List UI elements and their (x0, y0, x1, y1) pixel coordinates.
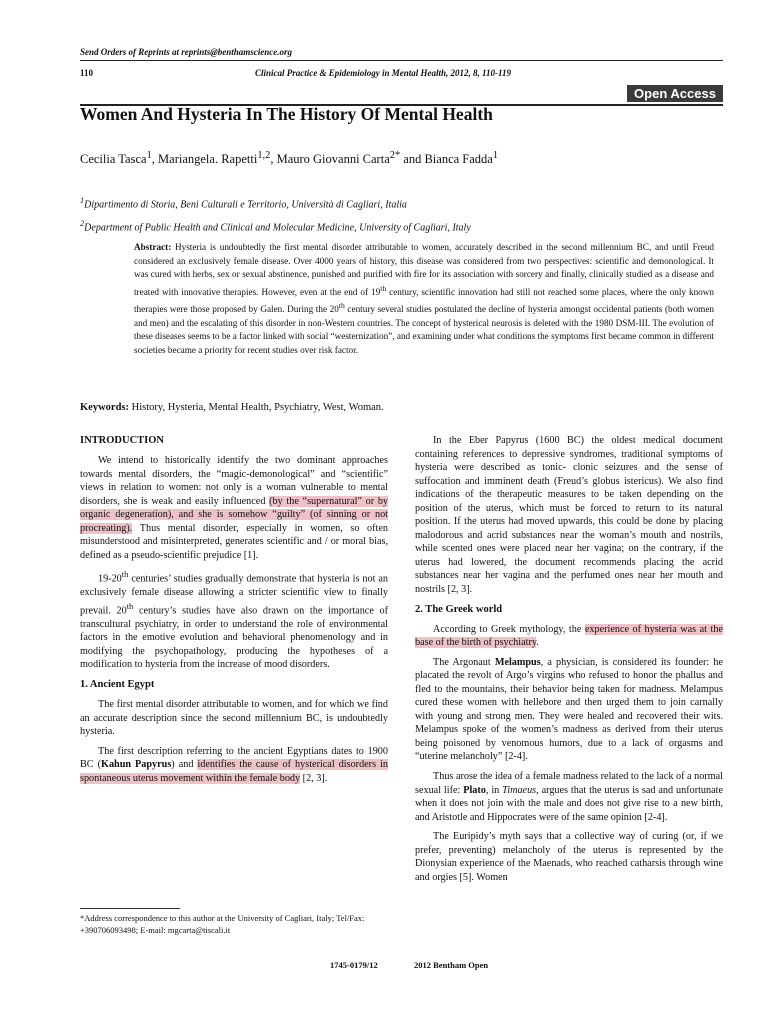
paragraph-text: . (536, 637, 539, 649)
paragraph (415, 623, 723, 650)
paragraph-text: , in (485, 784, 503, 796)
bold-text: Plato (463, 784, 486, 796)
highlighted-text: identifies the cause of hysterical disorders in spontaneous uterus movement within the female body (80, 759, 388, 784)
paragraph-text: , a physician, is considered its founder: he placated the revolt of Argo’s virgins who refused to honor the phallus and fled to the mountains, their behavior being taken for madness. Melampus cured these women with hellebore and then urged them to join carnally with young and strong men. They were healed and recovered their wits. Melampus spoke of the women’s madness as derived from their uterus being poisoned by venomous humors, due to a lack of orgasms and “uterine melancholy” [2-4]. (415, 656, 723, 763)
paragraph: In the Eber Papyrus (1600 BC) the oldest medical document containing references to depressive syndromes, traditional symptoms of hysteria were described as tonic- clonic seizures and the sense of suffocation and imminent death (Freud’s globus istericus). We also find indications of the therapeutic measures to be taken depending on the position of the uterus, which must be forced to return to its natural position. If the uterus had moved upwards, this could be done by placing malodorous and acrid substances near the woman’s mouth and nostrils, while scented ones were placed near her vagina; on the contrary, if the uterus had lowered, the document recommends placing the acrid substances near her vagina and the perfumed ones near her mouth and nostrils [2, 3]. (415, 435, 723, 596)
author-name: Mauro Giovanni Carta (276, 152, 390, 167)
paragraph-text: We intend to historically identify the two dominant approaches towards mental disorders, the “magic-demonological” and “scientific” views in relation to women: not only is a woman vulnerable to mental disorders, she is weak and easily influenced (80, 455, 388, 507)
paragraph: The first mental disorder attributable to women, and for which we find an accurate description since the second millennium BC, is undoubtedly hysteria. (80, 698, 388, 738)
abstract-text: century several studies postulated the decline of hysteria amongst occidental patients (both women and men) and the escalating of this disorder in non-Western countries. The concept of hysterical neurosis is deleted with the 1980 DSM-III. The evolution of these diseases seems to be a factor linked with social “westernization”, and examining under what conditions the symptoms first became common in different societies became a priority for recent studies over risk factor. (134, 304, 714, 355)
title-divider (80, 104, 723, 106)
correspondence-footnote: *Address correspondence to this author at the University of Cagliari, Italy; Tel/Fax: +390706093498; E-mail: mgcarta@tiscali.it (80, 913, 365, 935)
paragraph-text: [2, 3]. (300, 772, 328, 784)
author-affiliation-mark: 2* (389, 150, 401, 161)
paragraph-text: The first description referring to the ancient Egyptians dates to 1900 BC ( (80, 745, 388, 771)
superscript: th (380, 283, 387, 293)
author-name: Mariangela. Rapetti (158, 152, 258, 167)
footer-publisher: 2012 Bentham Open (414, 960, 489, 970)
author-name: Bianca Fadda (424, 152, 493, 167)
paragraph (415, 770, 723, 824)
paragraph-text: The Argonaut (433, 656, 495, 668)
bold-text: Kahun Papyrus (101, 759, 172, 771)
paragraph-text: century’s studies have also drawn on the importance of transcultural psychiatry, in order to understand the role of environmental factors in the emotive evolution and behavioral phenomenology and in modifying the psychopathology, producing the hypotheses of a modification to hysteria from the increase of mood disorders. (80, 605, 388, 671)
highlighted-text: (by the “supernatural” or by organic degeneration), and she is somehow “guilty” (of sinning or not procreating). (80, 495, 389, 534)
right-column (415, 434, 723, 890)
affiliation-mark: 1 (80, 196, 85, 205)
paragraph (415, 656, 723, 764)
superscript: th (338, 301, 345, 311)
keywords-text: History, Hysteria, Mental Health, Psychiatry, West, Woman. (131, 402, 384, 413)
page-number: 110 (80, 68, 94, 78)
paragraph-text: Thus mental disorder, especially in women, so often misunderstood and misinterpreted, generates scientific and / or moral bias, defined as a pseudo-scientific prejudice [1]. (80, 522, 388, 561)
paragraph-text: According to Greek mythology, the (433, 623, 585, 635)
paragraph: The Euripidy’s myth says that a collective way of curing (or, if we prefer, preventing) melancholy of the uterus is represented by the Dionysian experience of the Maenads, who reached catharsis through wine and orgies [5]. Women (415, 831, 723, 883)
footer-issn: 1745-0179/12 (330, 960, 378, 970)
section-heading-ancient-egypt: 1. Ancient Egypt (80, 678, 155, 690)
author-separator: , (151, 152, 159, 167)
journal-citation: Clinical Practice & Epidemiology in Mental Health, 2012, 8, 110-119 (255, 68, 511, 78)
affiliation-text: Department of Public Health and Clinical and Molecular Medicine, University of Cagliari, Italy (84, 222, 471, 234)
bold-text: Melampus (494, 656, 541, 668)
header-divider (80, 60, 723, 61)
superscript: th (126, 600, 134, 611)
superscript: th (121, 569, 129, 580)
keywords-label: Keywords: (80, 402, 129, 413)
author-separator: , (270, 152, 277, 167)
paragraph-text: centuries’ studies gradually demonstrate that hysteria is not an exclusively female disease allowing a stricter scientific view to finally prevail. 20 (80, 573, 388, 617)
paragraph-text: , argues that the uterus is sad and unfortunate when it does not join with the male and does not give rise to a new birth, and Aristotle and Hippocrates were of the same opinion [2-4]. (415, 784, 723, 823)
author-separator: and (400, 152, 425, 167)
paragraph-text: ) and (171, 759, 198, 771)
paragraph-text: 19-20 (98, 573, 122, 585)
paragraph (80, 568, 388, 672)
article-title: Women And Hysteria In The History Of Mental Health (80, 104, 493, 124)
section-heading-greek-world: 2. The Greek world (415, 603, 503, 615)
author-name: Cecilia Tasca (80, 152, 147, 167)
abstract-label: Abstract: (134, 242, 172, 252)
affiliation-text: Dipartimento di Storia, Beni Culturali e Territorio, Università di Cagliari, Italia (84, 199, 407, 211)
left-column (80, 434, 388, 791)
affiliation-mark: 2 (80, 219, 85, 228)
abstract (134, 241, 714, 357)
abstract-text: century, scientific innovation had still not reached some places, where the only known therapies were those proposed by Galen. During the 20 (134, 286, 714, 315)
author-list (80, 150, 498, 167)
paragraph (80, 454, 388, 562)
abstract-text: Hysteria is undoubtedly the first mental disorder attributable to women, accurately described in the second millennium BC, and until Freud considered an exclusively female disease. Over 4000 years of history, this disease was considered from two perspectives: scientific and demonological. It was cured with herbs, sex or sexual abstinence, punished and purified with fire for its association with sorcery and finally, clinically studied as a disease and treated with innovative therapies. However, even at the end of 19 (134, 242, 715, 297)
footnote-divider (80, 908, 180, 909)
keywords (80, 402, 384, 413)
author-affiliation-mark: 1 (492, 150, 499, 161)
paragraph-text: Thus arose the idea of a female madness related to the lack of a normal sexual life: (415, 771, 723, 796)
author-affiliation-mark: 1,2 (257, 150, 271, 161)
highlighted-text: experience of hysteria was at the base of the birth of psychiatry (415, 623, 723, 649)
open-access-badge: Open Access (627, 85, 723, 102)
affiliation (80, 219, 471, 233)
italic-text: Timaeus (502, 784, 537, 796)
section-heading-introduction: INTRODUCTION (80, 435, 165, 446)
author-affiliation-mark: 1 (146, 150, 152, 161)
affiliation (80, 196, 407, 210)
paragraph (80, 745, 388, 786)
reprints-notice: Send Orders of Reprints at reprints@benthamscience.org (80, 47, 293, 57)
